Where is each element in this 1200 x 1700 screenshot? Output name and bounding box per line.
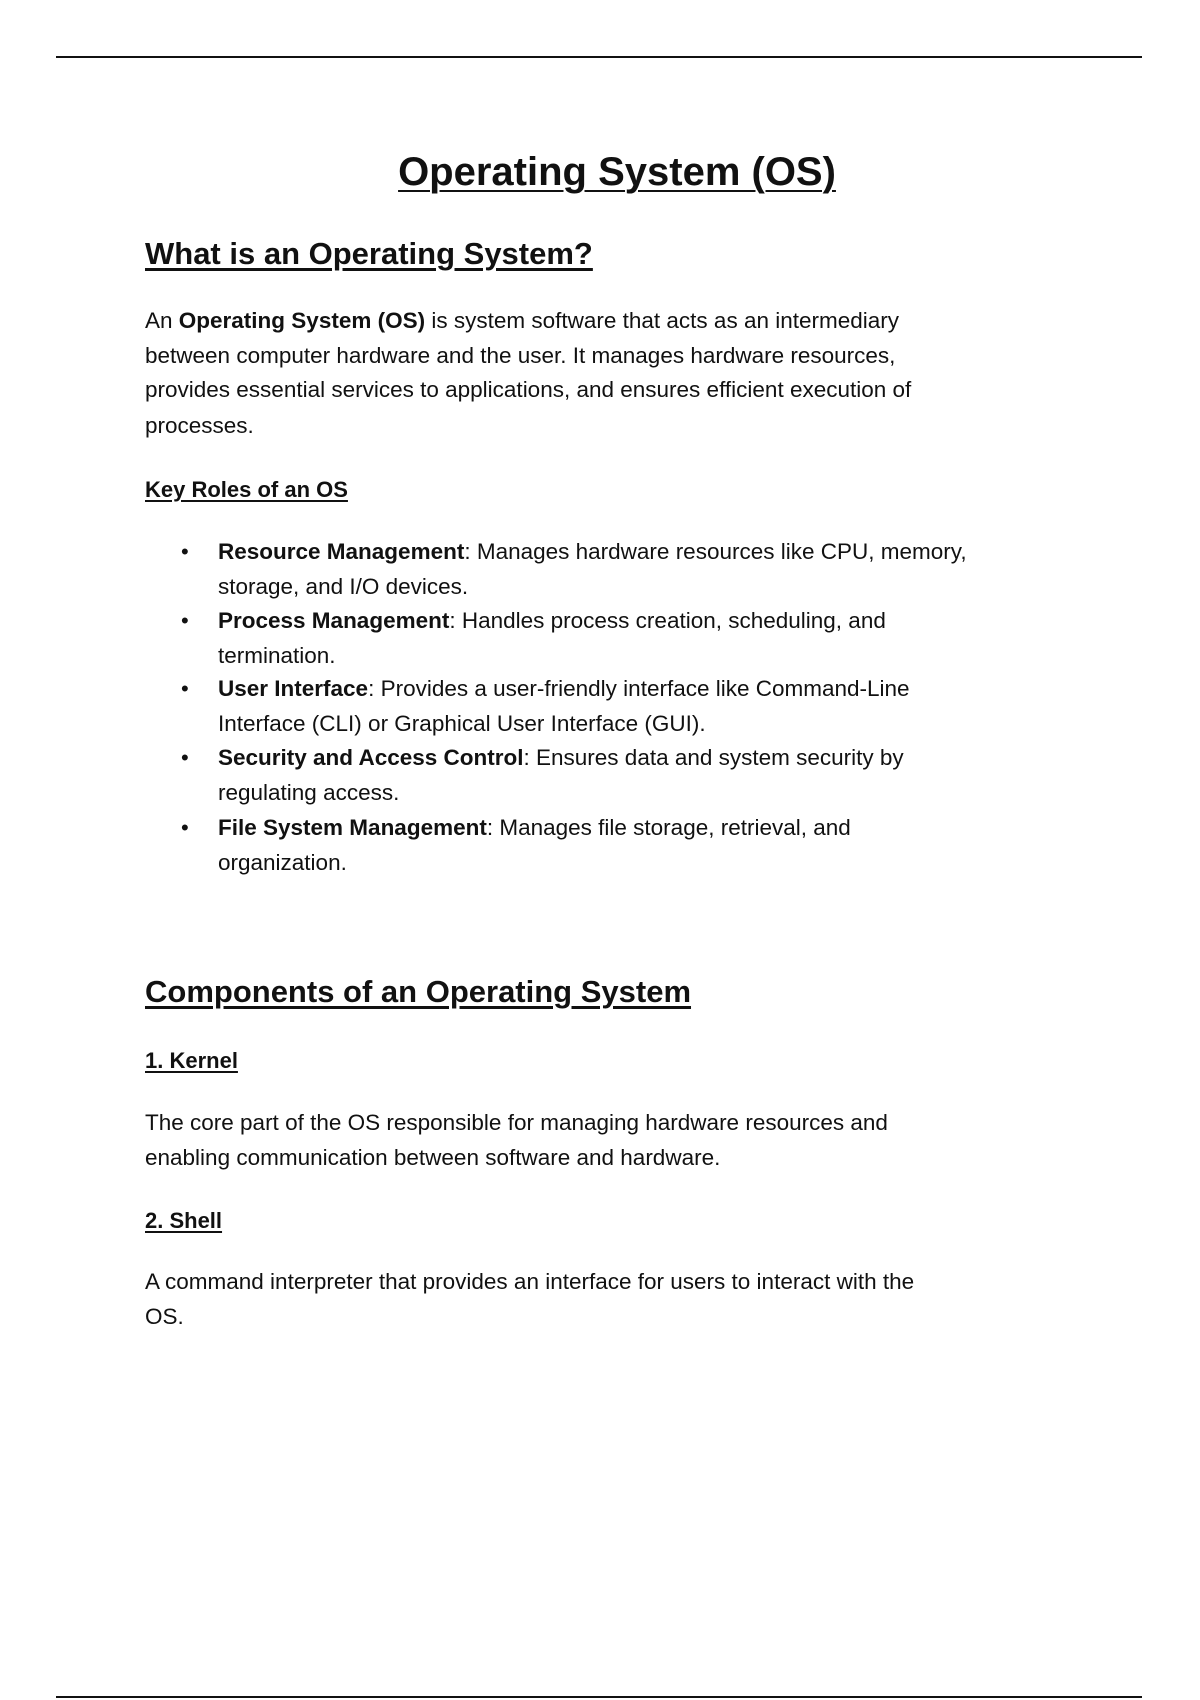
intro-rest: is system software that acts as an intermediary: [425, 308, 900, 333]
list-item: [218, 676, 910, 702]
list-item-continuation: organization.: [218, 850, 347, 875]
key-roles-heading: Key Roles of an OS: [145, 477, 348, 502]
list-item-term: Process Management: [218, 608, 450, 633]
list-item-continuation: termination.: [218, 643, 336, 668]
shell-heading: 2. Shell: [145, 1208, 223, 1233]
list-item: [218, 539, 967, 565]
intro-bold-term: Operating System (OS): [178, 308, 426, 333]
list-item-continuation: storage, and I/O devices.: [218, 574, 469, 599]
intro-line: between computer hardware and the user. It manages hardware resources,: [145, 343, 896, 368]
shell-line: A command interpreter that provides an interface for users to interact with the: [145, 1269, 915, 1294]
list-item-term: User Interface: [218, 676, 369, 701]
page-title: Operating System (OS): [398, 150, 836, 194]
list-item-text: : Handles process creation, scheduling, and: [449, 608, 886, 633]
list-item-text: : Ensures data and system security by: [523, 745, 904, 770]
list-item-text: : Provides a user-friendly interface like Command-Line: [368, 676, 910, 701]
kernel-line: enabling communication between software and hardware.: [145, 1145, 721, 1170]
list-item: [218, 815, 851, 841]
list-item-term: File System Management: [218, 815, 487, 840]
bullet-icon: •: [181, 539, 189, 564]
list-item-text: : Manages file storage, retrieval, and: [486, 815, 851, 840]
kernel-heading: 1. Kernel: [145, 1048, 238, 1073]
list-item-continuation: Interface (CLI) or Graphical User Interface (GUI).: [218, 711, 706, 736]
footer-rule: [56, 1696, 1142, 1698]
list-item-text: : Manages hardware resources like CPU, memory,: [464, 539, 967, 564]
section-heading-components: Components of an Operating System: [145, 974, 692, 1009]
section-heading-what-is-os: What is an Operating System?: [145, 236, 593, 271]
intro-prefix: An: [145, 308, 179, 333]
list-item-term: Resource Management: [218, 539, 465, 564]
bullet-icon: •: [181, 815, 189, 840]
shell-line: OS.: [145, 1304, 184, 1329]
list-item: [218, 745, 904, 771]
intro-line-1: [145, 308, 899, 334]
intro-line: processes.: [145, 413, 254, 438]
list-item-continuation: regulating access.: [218, 780, 400, 805]
bullet-icon: •: [181, 745, 189, 770]
list-item-term: Security and Access Control: [218, 745, 524, 770]
list-item: [218, 608, 886, 634]
header-rule: [56, 56, 1142, 58]
intro-line: provides essential services to applications, and ensures efficient execution of: [145, 377, 912, 402]
bullet-icon: •: [181, 676, 189, 701]
bullet-icon: •: [181, 608, 189, 633]
kernel-line: The core part of the OS responsible for managing hardware resources and: [145, 1110, 888, 1135]
